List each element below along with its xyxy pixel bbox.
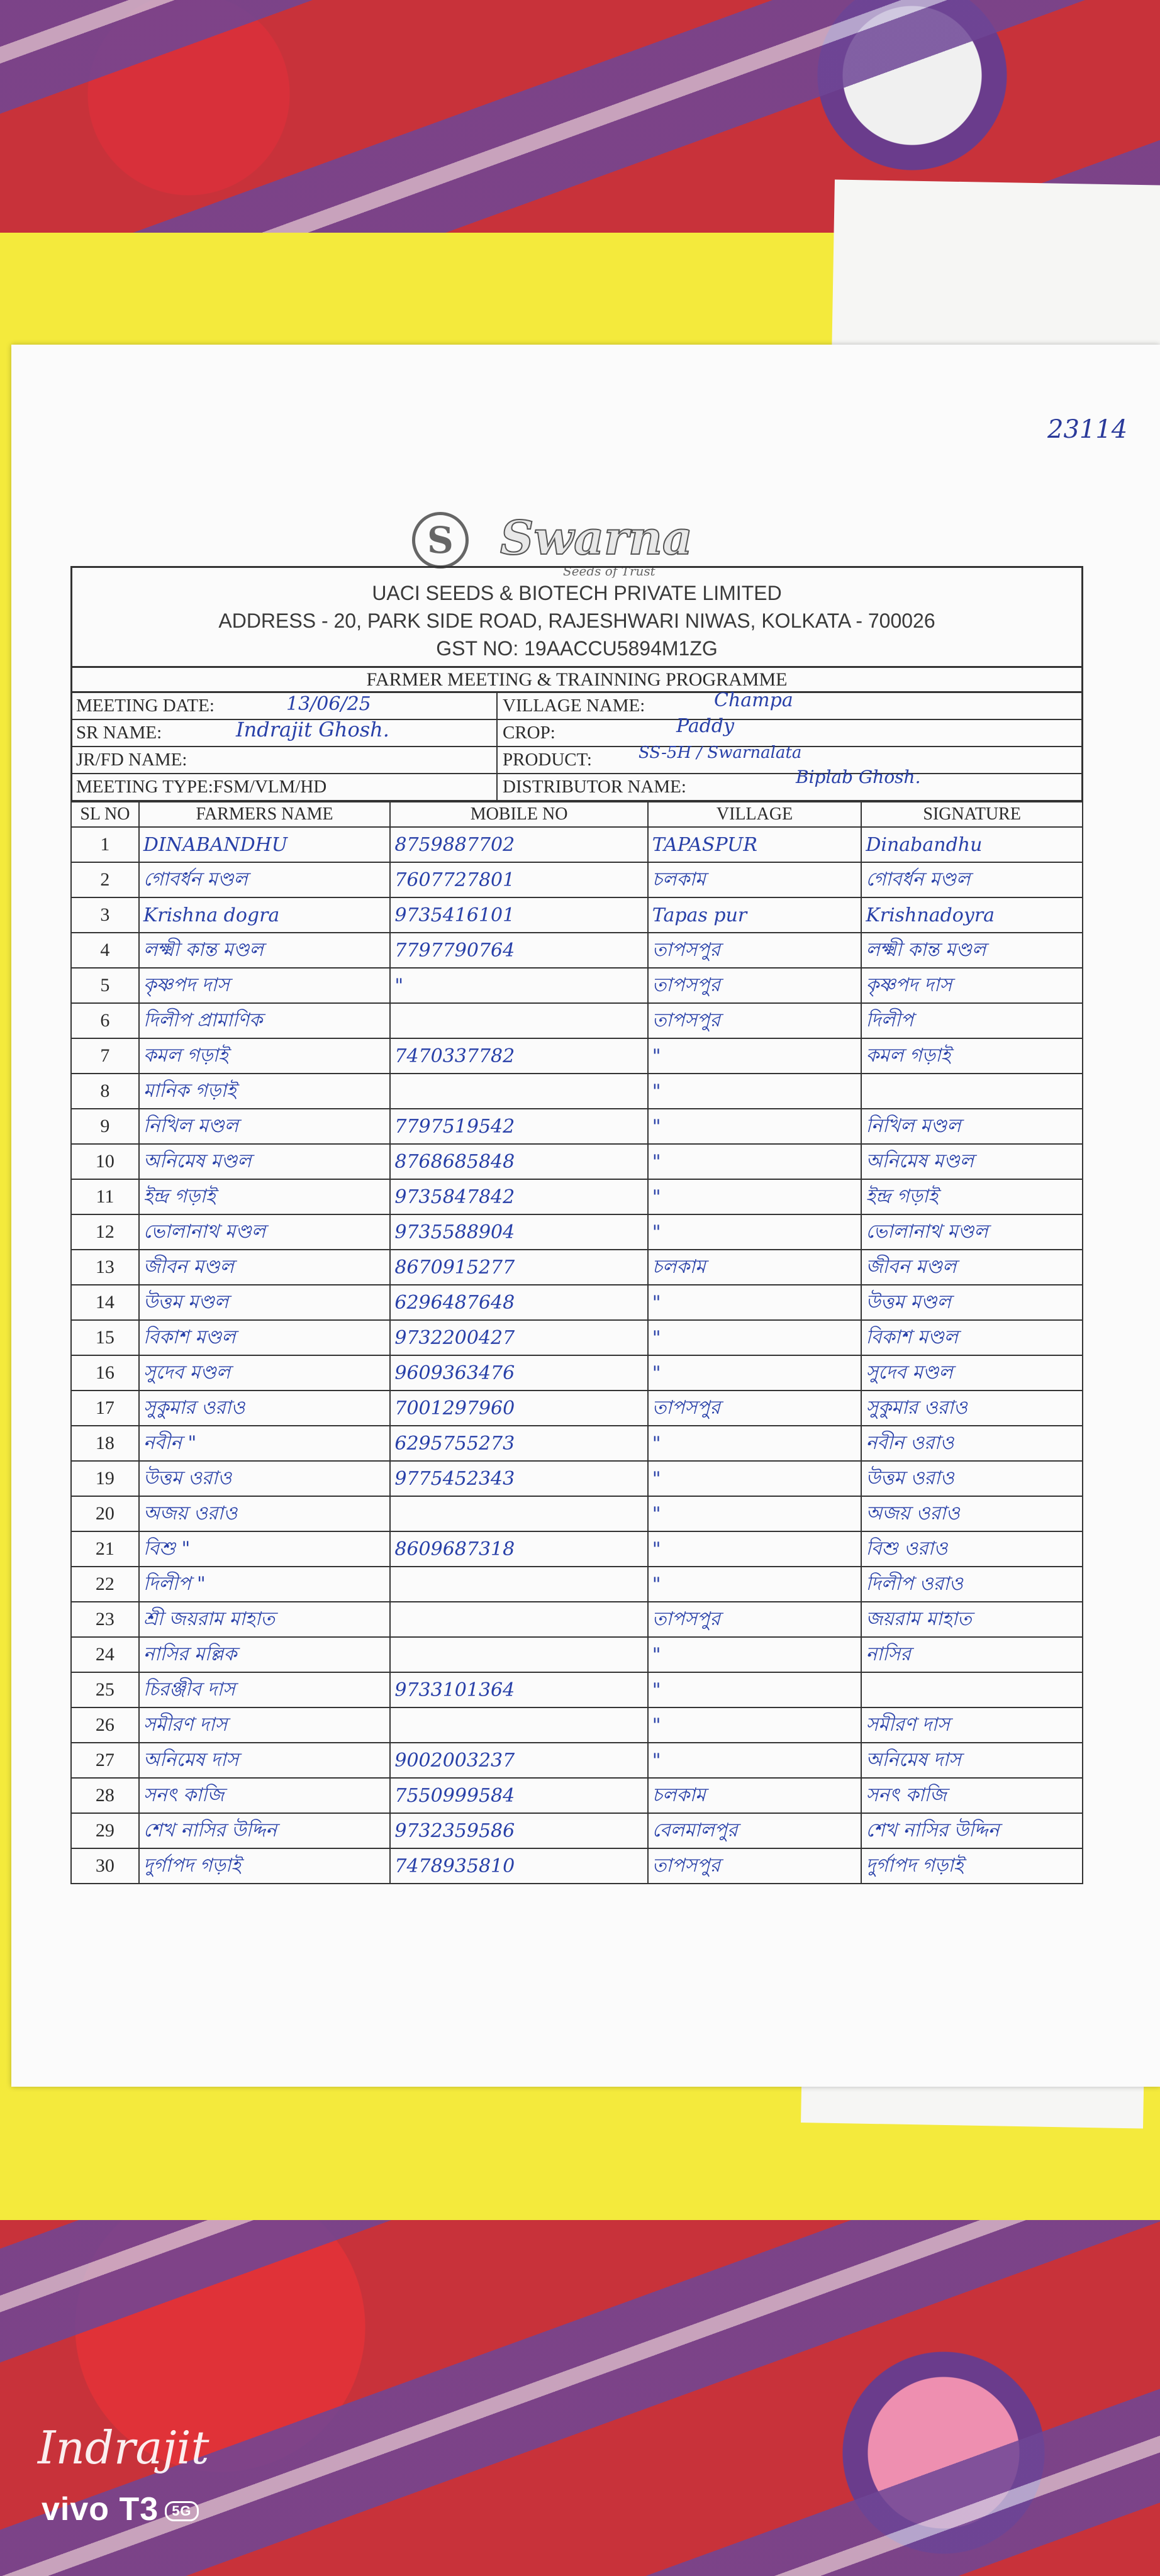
row-village: " [648, 1320, 862, 1355]
row-village: TAPASPUR [648, 827, 862, 862]
row-farmer-name: সনৎ কাজি [139, 1778, 391, 1813]
row-mobile-no [390, 1496, 647, 1531]
row-village: " [648, 1531, 862, 1567]
row-farmer-name: বিশু " [139, 1531, 391, 1567]
row-sl-no: 17 [71, 1391, 139, 1426]
row-farmer-name: শ্রী জয়রাম মাহাত [139, 1602, 391, 1637]
row-mobile-no: 6296487648 [390, 1285, 647, 1320]
table-row [71, 1426, 1083, 1461]
row-mobile-no [390, 1602, 647, 1637]
row-signature: দিলীপ ওরাও [861, 1567, 1083, 1602]
table-header-row [71, 802, 1083, 827]
row-village: চলকাম [648, 1250, 862, 1285]
header-farmers-name: FARMERS NAME [139, 802, 391, 827]
row-sl-no: 14 [71, 1285, 139, 1320]
row-mobile-no: 6295755273 [390, 1426, 647, 1461]
logo-tagline: Seeds of Trust [563, 564, 655, 579]
row-farmer-name: নবীন " [139, 1426, 391, 1461]
row-signature: অনিমেষ মণ্ডল [861, 1144, 1083, 1179]
info-divider [496, 693, 498, 719]
row-farmer-name: উত্তম মণ্ডল [139, 1285, 391, 1320]
row-signature: উত্তম মণ্ডল [861, 1285, 1083, 1320]
table-row [71, 1038, 1083, 1074]
distributor-value: Biplab Ghosh. [796, 767, 921, 787]
row-signature: সমীরণ দাস [861, 1707, 1083, 1743]
row-sl-no: 3 [71, 897, 139, 933]
row-village: " [648, 1144, 862, 1179]
row-village: তাপসপুর [648, 1391, 862, 1426]
row-farmer-name: চিরঞ্জীব দাস [139, 1672, 391, 1707]
row-signature: সনৎ কাজি [861, 1778, 1083, 1813]
row-mobile-no [390, 1074, 647, 1109]
logo-mark-icon: S [412, 512, 469, 569]
info-row-3 [70, 743, 1083, 774]
table-row [71, 933, 1083, 968]
row-farmer-name: সমীরণ দাস [139, 1707, 391, 1743]
sr-name-value: Indrajit Ghosh. [236, 718, 389, 741]
row-sl-no: 27 [71, 1743, 139, 1778]
row-farmer-name: বিকাশ মণ্ডল [139, 1320, 391, 1355]
table-row [71, 1848, 1083, 1884]
row-farmer-name: ভোলানাথ মণ্ডল [139, 1214, 391, 1250]
row-farmer-name: গোবর্ধন মণ্ডল [139, 862, 391, 897]
row-mobile-no: 9735588904 [390, 1214, 647, 1250]
row-sl-no: 5 [71, 968, 139, 1003]
row-village: চলকাম [648, 862, 862, 897]
info-divider [496, 747, 498, 773]
row-signature: জীবন মণ্ডল [861, 1250, 1083, 1285]
row-signature: ইন্দ্র গড়াই [861, 1179, 1083, 1214]
table-row [71, 897, 1083, 933]
row-sl-no: 13 [71, 1250, 139, 1285]
table-body [71, 827, 1083, 1884]
jr-fd-name-label: JR/FD NAME: [76, 750, 187, 770]
row-sl-no: 16 [71, 1355, 139, 1391]
row-signature: নাসির [861, 1637, 1083, 1672]
product-value: SS-5H / Swarnalata [639, 743, 802, 762]
row-farmer-name: অজয় ওরাও [139, 1496, 391, 1531]
row-farmer-name: ইন্দ্র গড়াই [139, 1179, 391, 1214]
table-row [71, 827, 1083, 862]
row-signature: উত্তম ওরাও [861, 1461, 1083, 1496]
info-divider [496, 720, 498, 746]
row-village: বেলমালপুর [648, 1813, 862, 1848]
row-village: " [648, 1637, 862, 1672]
row-signature: গোবর্ধন মণ্ডল [861, 862, 1083, 897]
row-mobile-no: " [390, 968, 647, 1003]
row-village: " [648, 1109, 862, 1144]
row-farmer-name: কমল গড়াই [139, 1038, 391, 1074]
row-mobile-no: 9735416101 [390, 897, 647, 933]
row-farmer-name: অনিমেষ দাস [139, 1743, 391, 1778]
row-mobile-no: 7607727801 [390, 862, 647, 897]
info-row-2 [70, 715, 1083, 747]
row-mobile-no: 9732359586 [390, 1813, 647, 1848]
row-farmer-name: সুকুমার ওরাও [139, 1391, 391, 1426]
row-farmer-name: নাসির মল্লিক [139, 1637, 391, 1672]
table-row [71, 1707, 1083, 1743]
table-row [71, 1109, 1083, 1144]
row-mobile-no: 9735847842 [390, 1179, 647, 1214]
row-village: " [648, 1355, 862, 1391]
product-label: PRODUCT: [503, 750, 592, 770]
row-village: তাপসপুর [648, 1848, 862, 1884]
row-farmer-name: জীবন মণ্ডল [139, 1250, 391, 1285]
row-signature: Krishnadoyra [861, 897, 1083, 933]
row-mobile-no: 8670915277 [390, 1250, 647, 1285]
corner-note: 23114 [1047, 415, 1128, 444]
row-signature: লক্ষ্মী কান্ত মণ্ডল [861, 933, 1083, 968]
row-sl-no: 20 [71, 1496, 139, 1531]
table-row [71, 1461, 1083, 1496]
company-header [70, 566, 1083, 668]
row-sl-no: 7 [71, 1038, 139, 1074]
company-gst: GST NO: 19AACCU5894M1ZG [436, 637, 718, 660]
row-sl-no: 11 [71, 1179, 139, 1214]
table-row [71, 1672, 1083, 1707]
table-row [71, 1355, 1083, 1391]
row-farmer-name: উত্তম ওরাও [139, 1461, 391, 1496]
row-mobile-no: 8609687318 [390, 1531, 647, 1567]
row-village: তাপসপুর [648, 968, 862, 1003]
row-farmer-name: অনিমেষ মণ্ডল [139, 1144, 391, 1179]
table-row [71, 1567, 1083, 1602]
network-badge: 5G [165, 2501, 198, 2521]
row-mobile-no: 9002003237 [390, 1743, 647, 1778]
row-mobile-no: 9732200427 [390, 1320, 647, 1355]
row-village: তাপসপুর [648, 933, 862, 968]
row-signature: অজয় ওরাও [861, 1496, 1083, 1531]
row-sl-no: 25 [71, 1672, 139, 1707]
row-mobile-no [390, 1003, 647, 1038]
row-signature: জয়রাম মাহাত [861, 1602, 1083, 1637]
row-village: " [648, 1426, 862, 1461]
row-village: তাপসপুর [648, 1003, 862, 1038]
row-signature: দুর্গাপদ গড়াই [861, 1848, 1083, 1884]
row-sl-no: 4 [71, 933, 139, 968]
row-village: " [648, 1214, 862, 1250]
table-row [71, 1637, 1083, 1672]
row-signature: ভোলানাথ মণ্ডল [861, 1214, 1083, 1250]
row-signature: কৃষ্ণপদ দাস [861, 968, 1083, 1003]
row-signature: Dinabandhu [861, 827, 1083, 862]
row-signature: অনিমেষ দাস [861, 1743, 1083, 1778]
row-village: Tapas pur [648, 897, 862, 933]
row-signature: বিশু ওরাও [861, 1531, 1083, 1567]
row-farmer-name: Krishna dogra [139, 897, 391, 933]
row-farmer-name: মানিক গড়াই [139, 1074, 391, 1109]
row-sl-no: 1 [71, 827, 139, 862]
row-village: " [648, 1285, 862, 1320]
village-name-value: Champa [714, 689, 793, 711]
row-signature: শেখ নাসির উদ্দিন [861, 1813, 1083, 1848]
table-row [71, 1813, 1083, 1848]
table-row [71, 862, 1083, 897]
meeting-type-label: MEETING TYPE:FSM/VLM/HD [76, 777, 327, 797]
header-sl-no: SL NO [71, 802, 139, 827]
device-watermark [42, 2490, 199, 2528]
row-sl-no: 6 [71, 1003, 139, 1038]
row-farmer-name: সুদেব মণ্ডল [139, 1355, 391, 1391]
row-sl-no: 8 [71, 1074, 139, 1109]
table-row [71, 1320, 1083, 1355]
info-divider [496, 774, 498, 800]
table-row [71, 1250, 1083, 1285]
row-sl-no: 21 [71, 1531, 139, 1567]
logo-word: Swarna [500, 511, 693, 565]
row-mobile-no [390, 1707, 647, 1743]
row-mobile-no: 8768685848 [390, 1144, 647, 1179]
village-name-label: VILLAGE NAME: [503, 696, 645, 716]
row-mobile-no [390, 1637, 647, 1672]
row-sl-no: 30 [71, 1848, 139, 1884]
table-row [71, 1285, 1083, 1320]
meeting-date-label: MEETING DATE: [76, 696, 215, 716]
row-sl-no: 9 [71, 1109, 139, 1144]
row-village: " [648, 1496, 862, 1531]
row-farmer-name: কৃষ্ণপদ দাস [139, 968, 391, 1003]
header-village: VILLAGE [648, 802, 862, 827]
table-row [71, 1214, 1083, 1250]
farmer-meeting-form [70, 566, 1083, 1910]
farmers-table [70, 801, 1083, 1884]
row-farmer-name: দিলীপ " [139, 1567, 391, 1602]
row-sl-no: 24 [71, 1637, 139, 1672]
row-sl-no: 2 [71, 862, 139, 897]
row-village: " [648, 1038, 862, 1074]
row-mobile-no: 8759887702 [390, 827, 647, 862]
table-row [71, 1074, 1083, 1109]
table-row [71, 1778, 1083, 1813]
row-farmer-name: দিলীপ প্রামাণিক [139, 1003, 391, 1038]
watermark-name: Indrajit [38, 2421, 209, 2474]
row-village: " [648, 1567, 862, 1602]
row-village: " [648, 1707, 862, 1743]
row-village: " [648, 1074, 862, 1109]
row-farmer-name: দুর্গাপদ গড়াই [139, 1848, 391, 1884]
sr-name-label: SR NAME: [76, 723, 162, 743]
row-signature: সুদেব মণ্ডল [861, 1355, 1083, 1391]
distributor-label: DISTRIBUTOR NAME: [503, 777, 686, 797]
info-row-4 [70, 767, 1083, 801]
row-village: " [648, 1461, 862, 1496]
row-sl-no: 28 [71, 1778, 139, 1813]
row-village: তাপসপুর [648, 1602, 862, 1637]
row-sl-no: 19 [71, 1461, 139, 1496]
row-farmer-name: শেখ নাসির উদ্দিন [139, 1813, 391, 1848]
row-sl-no: 23 [71, 1602, 139, 1637]
row-signature: দিলীপ [861, 1003, 1083, 1038]
table-row [71, 1003, 1083, 1038]
row-signature: সুকুমার ওরাও [861, 1391, 1083, 1426]
row-farmer-name: নিখিল মণ্ডল [139, 1109, 391, 1144]
row-sl-no: 22 [71, 1567, 139, 1602]
company-name: UACI SEEDS & BIOTECH PRIVATE LIMITED [372, 582, 782, 604]
programme-title: FARMER MEETING & TRAINNING PROGRAMME [70, 668, 1083, 693]
row-village: " [648, 1179, 862, 1214]
row-mobile-no: 7478935810 [390, 1848, 647, 1884]
table-row [71, 1531, 1083, 1567]
row-village: " [648, 1672, 862, 1707]
row-sl-no: 10 [71, 1144, 139, 1179]
device-name: vivo T3 [42, 2491, 159, 2528]
header-signature: SIGNATURE [861, 802, 1083, 827]
row-signature: নবীন ওরাও [861, 1426, 1083, 1461]
table-row [71, 1179, 1083, 1214]
row-mobile-no: 7550999584 [390, 1778, 647, 1813]
table-row [71, 1391, 1083, 1426]
row-signature [861, 1074, 1083, 1109]
row-mobile-no: 9609363476 [390, 1355, 647, 1391]
row-mobile-no [390, 1567, 647, 1602]
row-farmer-name: লক্ষ্মী কান্ত মণ্ডল [139, 933, 391, 968]
row-signature: নিখিল মণ্ডল [861, 1109, 1083, 1144]
row-signature: বিকাশ মণ্ডল [861, 1320, 1083, 1355]
row-village: চলকাম [648, 1778, 862, 1813]
table-row [71, 1743, 1083, 1778]
company-address: ADDRESS - 20, PARK SIDE ROAD, RAJESHWARI NIWAS, KOLKATA - 700026 [218, 609, 935, 632]
crop-value: Paddy [676, 715, 735, 737]
row-signature: কমল গড়াই [861, 1038, 1083, 1074]
row-mobile-no: 7797790764 [390, 933, 647, 968]
row-mobile-no: 7797519542 [390, 1109, 647, 1144]
row-mobile-no: 7001297960 [390, 1391, 647, 1426]
table-row [71, 1602, 1083, 1637]
row-sl-no: 12 [71, 1214, 139, 1250]
meeting-date-value: 13/06/25 [286, 693, 371, 715]
info-row-1 [70, 689, 1083, 720]
row-mobile-no: 9733101364 [390, 1672, 647, 1707]
crop-label: CROP: [503, 723, 555, 743]
row-mobile-no: 9775452343 [390, 1461, 647, 1496]
row-signature [861, 1672, 1083, 1707]
table-row [71, 1144, 1083, 1179]
table-row [71, 1496, 1083, 1531]
row-mobile-no: 7470337782 [390, 1038, 647, 1074]
row-village: " [648, 1743, 862, 1778]
row-sl-no: 15 [71, 1320, 139, 1355]
header-mobile-no: MOBILE NO [390, 802, 647, 827]
table-row [71, 968, 1083, 1003]
row-farmer-name: DINABANDHU [139, 827, 391, 862]
row-sl-no: 18 [71, 1426, 139, 1461]
row-sl-no: 26 [71, 1707, 139, 1743]
row-sl-no: 29 [71, 1813, 139, 1848]
